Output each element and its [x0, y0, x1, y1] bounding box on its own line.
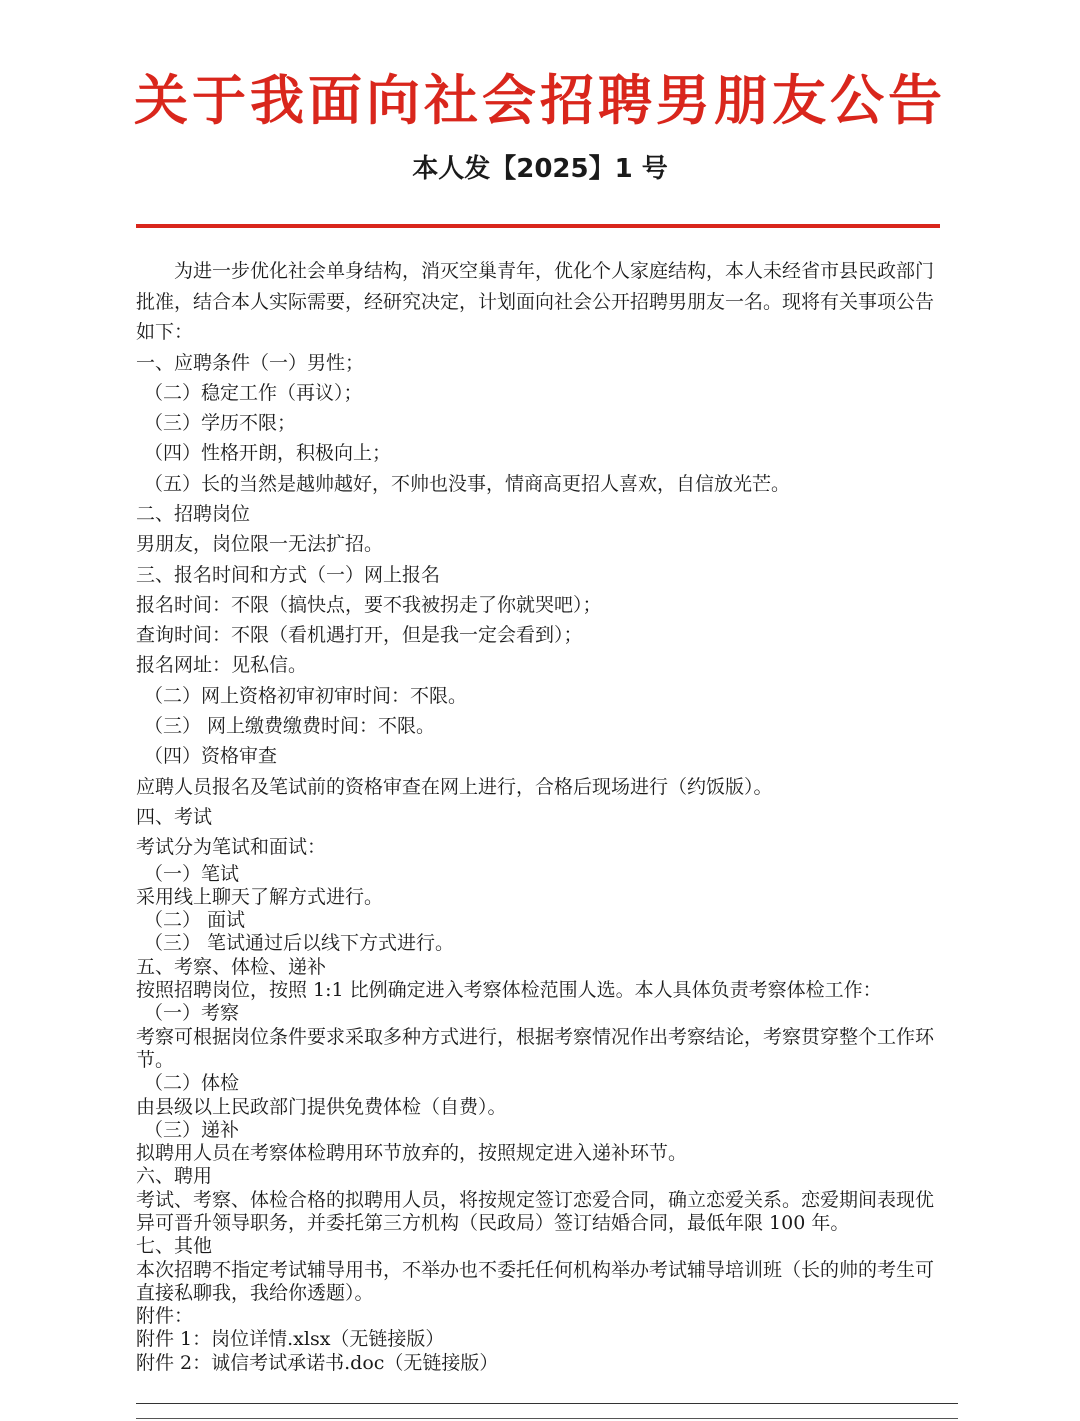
intro-paragraph: 为进一步优化社会单身结构，消灭空巢青年，优化个人家庭结构，本人未经省市县民政部门批准，结合本人实际需要，经研究决定，计划面向社会公开招聘男朋友一名。现将有关事项公告如下： — [136, 260, 935, 343]
inspection-text: 考察可根据岗位条件要求采取多种方式进行，根据考察情况作出考察结论，考察贯穿整个工作环节。 — [136, 1025, 935, 1071]
online-review: （二）网上资格初审初审时间：不限。 — [144, 684, 468, 707]
registration-time: 报名时间：不限（搞快点，要不我被拐走了你就哭吧）； — [136, 593, 602, 616]
condition-item: （三）学历不限； — [144, 412, 297, 435]
document-number: 本人发【2025】1 号 — [412, 154, 668, 184]
interview-text: （三） 笔试通过后以线下方式进行。 — [144, 932, 455, 955]
qualification-review: （四）资格审查 — [144, 745, 278, 768]
hiring-text: 考试、考察、体检合格的拟聘用人员，将按规定签订恋爱合同，确立恋爱关系。恋爱期间表现优异可晋升领导职务，并委托第三方机构（民政局）签订结婚合同，最低年限 100 年。 — [136, 1188, 935, 1234]
condition-item: （四）性格开朗，积极向上； — [144, 442, 392, 465]
online-payment: （三） 网上缴费缴费时间：不限。 — [144, 715, 436, 738]
physical-exam-text: 由县级以上民政部门提供免费体检（自费）。 — [136, 1095, 507, 1118]
inspection-heading: （一）考察 — [144, 1002, 240, 1025]
heading-hiring: 六、聘用 — [136, 1165, 213, 1188]
inspection-intro: 按照招聘岗位，按照 1:1 比例确定进入考察体检范围人选。本人具体负责考察体检工作： — [136, 979, 882, 1002]
condition-item: （五）长的当然是越帅越好，不帅也没事，情商高更招人喜欢，自信放光芒。 — [144, 472, 791, 495]
qualification-text: 应聘人员报名及笔试前的资格审查在网上进行，合格后现场进行（约饭版）。 — [136, 775, 773, 798]
red-divider-line — [136, 224, 940, 228]
attachments-label: 附件： — [136, 1305, 194, 1328]
written-exam-text: 采用线上聊天了解方式进行。 — [136, 885, 384, 908]
attachment-1: 附件 1：岗位详情.xlsx（无链接版） — [136, 1328, 445, 1351]
bottom-rule — [136, 1418, 958, 1419]
physical-exam-heading: （二）体检 — [144, 1072, 240, 1095]
document-body — [136, 256, 942, 1375]
document-title: 关于我面向社会招聘男朋友公告 — [134, 69, 946, 132]
exam-intro: 考试分为笔试和面试： — [136, 836, 327, 859]
heading-conditions: 一、应聘条件（一）男性； — [136, 351, 365, 374]
heading-position: 二、招聘岗位 — [136, 502, 251, 525]
written-exam-heading: （一）笔试 — [144, 862, 240, 885]
condition-item: （二）稳定工作（再议）； — [144, 381, 363, 404]
heading-registration: 三、报名时间和方式（一）网上报名 — [136, 563, 441, 586]
replacement-heading: （三）递补 — [144, 1118, 240, 1141]
registration-url: 报名网址：见私信。 — [136, 654, 308, 677]
heading-exam: 四、考试 — [136, 805, 213, 828]
replacement-text: 拟聘用人员在考察体检聘用环节放弃的，按照规定进入递补环节。 — [136, 1142, 688, 1165]
query-time: 查询时间：不限（看机遇打开，但是我一定会看到）； — [136, 624, 583, 647]
heading-inspection: 五、考察、体检、递补 — [136, 955, 327, 978]
attachment-2: 附件 2：诚信考试承诺书.doc（无链接版） — [136, 1351, 499, 1374]
other-text: 本次招聘不指定考试辅导用书，不举办也不委托任何机构举办考试辅导培训班（长的帅的考生可直接私聊我，我给你透题）。 — [136, 1258, 935, 1304]
bottom-rule — [136, 1403, 958, 1404]
heading-other: 七、其他 — [136, 1235, 213, 1258]
position-text: 男朋友，岗位限一无法扩招。 — [136, 533, 384, 556]
interview-heading: （二） 面试 — [144, 909, 246, 932]
